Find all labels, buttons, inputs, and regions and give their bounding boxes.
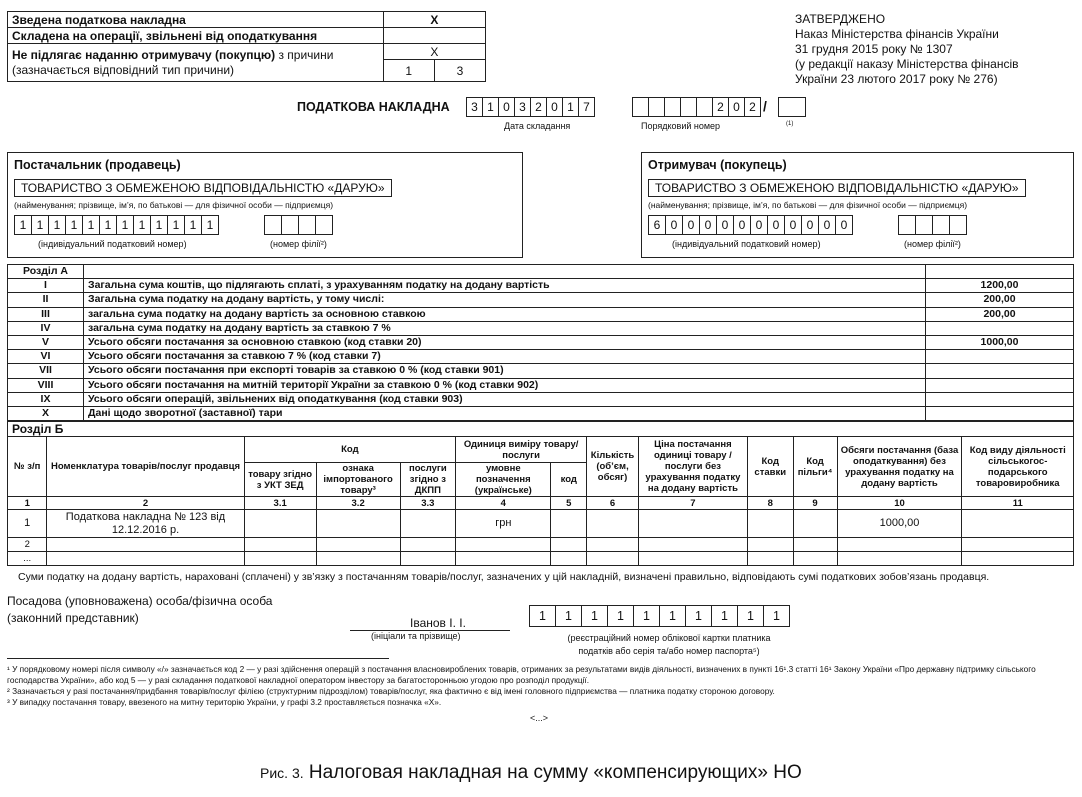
branch-digit <box>264 215 282 235</box>
cell-empty <box>244 552 316 566</box>
reason-type-hint: (зазначається відповідний тип причини) <box>12 62 235 77</box>
section-a-blank <box>926 265 1074 279</box>
row-desc: Усього обсяги постачання на митній території України за ставкою 0 % (код ставки 902) <box>84 378 926 392</box>
row-unit <box>456 552 551 566</box>
table-row <box>8 510 1074 538</box>
approval-block <box>795 12 1019 87</box>
order-code-cell <box>778 97 805 117</box>
cell-empty <box>587 552 639 566</box>
col-tag: 4 <box>456 497 551 510</box>
cell-empty <box>638 552 747 566</box>
row-num: 1 <box>8 510 47 538</box>
branch-digit <box>949 215 967 235</box>
reason-code-1: 1 <box>383 60 434 82</box>
row-desc: Усього обсяги постачання за ставкою 7 % (код ставки 7) <box>84 350 926 364</box>
date-digit: 0 <box>546 97 563 117</box>
ipn-digit: 1 <box>150 215 168 235</box>
row-num: II <box>8 293 84 307</box>
buyer-ipn-cells <box>648 215 852 235</box>
date-digit: 2 <box>530 97 547 117</box>
section-a-row <box>8 293 1074 307</box>
buyer-title: Отримувач (покупець) <box>648 158 787 172</box>
cell-empty <box>793 510 837 538</box>
cell-empty <box>316 510 400 538</box>
ipn-digit: 0 <box>767 215 785 235</box>
col-uktzed-header: товару згідно з УКТ ЗЕД <box>244 463 316 497</box>
approval-line: (у редакції наказу Міністерства фінансів <box>795 57 1019 71</box>
not-provided-label-bold: Не підлягає наданню отримувачу (покупцю) <box>12 47 276 62</box>
ipn-digit: 0 <box>750 215 768 235</box>
branch-digit <box>915 215 933 235</box>
row-num: IV <box>8 321 84 335</box>
cell-empty <box>638 538 747 552</box>
ipn-digit: 0 <box>682 215 700 235</box>
section-a-row <box>8 335 1074 349</box>
ipn-digit: 0 <box>835 215 853 235</box>
cell-empty <box>400 552 456 566</box>
section-a-blank <box>84 265 926 279</box>
col-unit-name-header: умовне позначення (українське) <box>456 463 551 497</box>
row-value <box>926 378 1074 392</box>
reg-label-line: податків або серія та/або номер паспорта⁵) <box>578 646 760 656</box>
exempt-label: Складена на операції, звільнені від оподаткування <box>8 28 384 44</box>
cell-empty <box>551 538 587 552</box>
section-a-row <box>8 406 1074 420</box>
col-tag: 3.2 <box>316 497 400 510</box>
date-digit: 3 <box>514 97 531 117</box>
ipn-digit: 1 <box>14 215 32 235</box>
branch-digit <box>315 215 333 235</box>
col-name-header: Номенклатура товарів/послуг продавця <box>47 437 244 497</box>
buyer-branch-cells <box>898 215 966 235</box>
buyer-branch-label: (номер філії²) <box>904 239 961 249</box>
col-rate-header: Код ставки <box>747 437 793 497</box>
row-value <box>926 392 1074 406</box>
section-a-row <box>8 350 1074 364</box>
caption-prefix: Рис. 3. <box>260 765 304 781</box>
signer-name: Іванов І. І. <box>410 616 466 630</box>
reg-digit: 1 <box>659 605 686 627</box>
order-digit: 0 <box>728 97 745 117</box>
col-benefit-header: Код пільги⁴ <box>793 437 837 497</box>
section-a-table <box>7 264 1074 421</box>
footnotes <box>7 664 1075 708</box>
row-num: VIII <box>8 378 84 392</box>
row-desc: Усього обсяги постачання за основною ставкою (код ставки 20) <box>84 335 926 349</box>
date-digit: 0 <box>498 97 515 117</box>
col-import-header: ознака імпортованого товару³ <box>316 463 400 497</box>
date-digit: 7 <box>578 97 595 117</box>
col-num-header: № з/п <box>8 437 47 497</box>
status-table <box>7 11 486 82</box>
ipn-digit: 1 <box>99 215 117 235</box>
signer-name-label: (ініціали та прізвище) <box>371 631 461 641</box>
row-name: Податкова накладна № 123 від 12.12.2016 р. <box>47 510 244 538</box>
row-name <box>47 538 244 552</box>
ipn-digit: 1 <box>116 215 134 235</box>
order-digit <box>680 97 697 117</box>
cell-empty <box>244 510 316 538</box>
section-a-row <box>8 307 1074 321</box>
order-digit: 2 <box>712 97 729 117</box>
registration-number-cells <box>529 605 789 627</box>
row-num: V <box>8 335 84 349</box>
row-num: IX <box>8 392 84 406</box>
cell-empty <box>747 552 793 566</box>
row-desc: загальна сума податку на додану вартість за ставкою 7 % <box>84 321 926 335</box>
reg-digit: 1 <box>607 605 634 627</box>
registration-number-label <box>549 632 789 658</box>
col-tag: 2 <box>47 497 244 510</box>
cell-empty <box>244 538 316 552</box>
section-b-title: Розділ Б <box>8 422 1074 437</box>
approval-line: України 23 лютого 2017 року № 276) <box>795 72 998 86</box>
official-label-line: Посадова (уповноважена) особа/фізична особа <box>7 594 273 608</box>
seller-ipn-label: (індивідуальний податковий номер) <box>38 239 187 249</box>
confirmation-text: Суми податку на додану вартість, нараховані (сплачені) у зв’язку з постачанням товарів/послуг, зазначених у цій накладній, визначені правильно, відповідають сумі податкових зобов’язань продавця. <box>18 571 990 583</box>
buyer-name: ТОВАРИСТВО З ОБМЕЖЕНОЮ ВІДПОВІДАЛЬНІСТЮ «ДАРУЮ» <box>648 179 1026 197</box>
row-volume <box>837 552 962 566</box>
date-digit: 1 <box>562 97 579 117</box>
ipn-digit: 0 <box>716 215 734 235</box>
reg-digit: 1 <box>555 605 582 627</box>
cell-empty <box>316 538 400 552</box>
seller-branch-cells <box>264 215 332 235</box>
row-value: 1000,00 <box>926 335 1074 349</box>
col-activity-header: Код виду діяльності сільськогос-подарського товаровиробника <box>962 437 1074 497</box>
order-number-cells <box>632 97 760 117</box>
row-value <box>926 364 1074 378</box>
col-price-header: Ціна постачання одиниці товару / послуги без урахування податку на додану вартість <box>638 437 747 497</box>
footnotes-divider <box>7 658 389 659</box>
consolidated-label: Зведена податкова накладна <box>8 12 384 28</box>
cell-empty <box>793 538 837 552</box>
row-num: ... <box>8 552 47 566</box>
exempt-mark <box>383 28 485 44</box>
seller-block <box>7 152 523 258</box>
ipn-digit: 1 <box>184 215 202 235</box>
col-tag: 8 <box>747 497 793 510</box>
seller-ipn-cells <box>14 215 218 235</box>
ipn-digit: 0 <box>801 215 819 235</box>
seller-name: ТОВАРИСТВО З ОБМЕЖЕНОЮ ВІДПОВІДАЛЬНІСТЮ «ДАРУЮ» <box>14 179 392 197</box>
ipn-digit: 0 <box>784 215 802 235</box>
cell-empty <box>962 552 1074 566</box>
omission-mark: <...> <box>530 713 549 723</box>
ipn-digit: 6 <box>648 215 666 235</box>
footnote: ² Зазначається у разі постачання/придбання товарів/послуг філією (структурним підрозділом) товарів/послуг, яка фактично є від імені головного підприємства — платника податку стороною договору. <box>7 686 775 696</box>
reason-code-2: 3 <box>434 60 485 82</box>
reg-digit: 1 <box>685 605 712 627</box>
ipn-digit: 1 <box>31 215 49 235</box>
col-unit-group-header: Одиниця виміру товару/послуги <box>456 437 587 463</box>
ipn-digit: 1 <box>133 215 151 235</box>
table-row <box>8 552 1074 566</box>
cell-empty <box>551 552 587 566</box>
cell-empty <box>551 510 587 538</box>
ipn-digit: 0 <box>733 215 751 235</box>
row-num: III <box>8 307 84 321</box>
date-label: Дата складання <box>504 121 571 131</box>
row-desc: Загальна сума податку на додану вартість, у тому числі: <box>84 293 926 307</box>
row-num: X <box>8 406 84 420</box>
section-b-table <box>7 421 1074 566</box>
col-tag: 6 <box>587 497 639 510</box>
row-value: 200,00 <box>926 293 1074 307</box>
official-label-line: (законний представник) <box>7 611 139 625</box>
approval-line: Наказ Міністерства фінансів України <box>795 27 999 41</box>
col-unit-code-header: код <box>551 463 587 497</box>
order-digit: 2 <box>744 97 761 117</box>
approval-line: ЗАТВЕРДЖЕНО <box>795 12 886 26</box>
not-provided-mark: X <box>383 44 485 60</box>
order-digit <box>632 97 649 117</box>
date-digit: 1 <box>482 97 499 117</box>
row-volume: 1000,00 <box>837 510 962 538</box>
ipn-digit: 0 <box>665 215 683 235</box>
order-code-digit <box>778 97 806 117</box>
ipn-digit: 1 <box>167 215 185 235</box>
row-value <box>926 350 1074 364</box>
official-label <box>7 593 272 627</box>
reg-digit: 1 <box>711 605 738 627</box>
col-tag: 11 <box>962 497 1074 510</box>
reg-label-line: (реєстраційний номер облікової картки платника <box>567 633 771 643</box>
footnote: ¹ У порядковому номері після символу «/» зазначається код 2 — у разі здійснення операцій з постачання власновироблених товарів, отриманих за результатами видів діяльності, визначених в пункті 16¹.3 статті 16¹ Закону України «Про державну підтримку сільського господарства України», або код 5 — у разі складання податкової накладної оператором інвестору за багатосторонньою угодою про розподіл продукції. <box>7 664 1036 685</box>
branch-digit <box>281 215 299 235</box>
date-digit: 3 <box>466 97 483 117</box>
reg-digit: 1 <box>581 605 608 627</box>
order-footnote-mark: (1) <box>786 121 794 127</box>
row-num: I <box>8 279 84 293</box>
col-volume-header: Обсяги постачання (база оподаткування) без урахування податку на додану вартість <box>837 437 962 497</box>
row-value <box>926 406 1074 420</box>
section-a-title: Розділ А <box>8 265 84 279</box>
not-provided-label <box>8 44 384 82</box>
cell-empty <box>587 510 639 538</box>
col-tag: 1 <box>8 497 47 510</box>
document-title: ПОДАТКОВА НАКЛАДНА <box>297 100 450 114</box>
branch-digit <box>898 215 916 235</box>
section-a-row <box>8 321 1074 335</box>
cell-empty <box>793 552 837 566</box>
ipn-digit: 1 <box>48 215 66 235</box>
row-unit <box>456 538 551 552</box>
cell-empty <box>962 510 1074 538</box>
row-name <box>47 552 244 566</box>
row-desc: Усього обсяги постачання при експорті товарів за ставкою 0 % (код ставки 901) <box>84 364 926 378</box>
row-value: 1200,00 <box>926 279 1074 293</box>
order-slash: / <box>763 98 767 114</box>
section-a-row <box>8 378 1074 392</box>
buyer-block <box>641 152 1074 258</box>
caption-text: Налоговая накладная на сумму «компенсирующих» НО <box>303 762 802 783</box>
seller-branch-label: (номер філії²) <box>270 239 327 249</box>
col-tag: 3.1 <box>244 497 316 510</box>
buyer-name-hint: (найменування; прізвище, ім’я, по батькові — для фізичної особи — підприємця) <box>648 200 968 210</box>
ipn-digit: 0 <box>699 215 717 235</box>
branch-digit <box>298 215 316 235</box>
row-desc: загальна сума податку на додану вартість за основною ставкою <box>84 307 926 321</box>
cell-empty <box>747 538 793 552</box>
col-qty-header: Кількість (об’єм, обсяг) <box>587 437 639 497</box>
ipn-digit: 1 <box>65 215 83 235</box>
col-tag: 5 <box>551 497 587 510</box>
footnote: ³ У випадку постачання товару, ввезеного на митну територію України, у графі 3.2 проставляється позначка «Х». <box>7 697 442 707</box>
not-provided-label-rest: з причини <box>275 47 334 62</box>
reg-digit: 1 <box>763 605 790 627</box>
figure-caption <box>260 762 802 784</box>
order-number-label: Порядковий номер <box>641 121 721 131</box>
buyer-ipn-label: (індивідуальний податковий номер) <box>672 239 821 249</box>
row-num: 2 <box>8 538 47 552</box>
row-value: 200,00 <box>926 307 1074 321</box>
section-a-row <box>8 392 1074 406</box>
order-digit <box>664 97 681 117</box>
cell-empty <box>400 538 456 552</box>
cell-empty <box>638 510 747 538</box>
reg-digit: 1 <box>529 605 556 627</box>
row-num: VII <box>8 364 84 378</box>
date-cells <box>466 97 594 117</box>
col-tag: 9 <box>793 497 837 510</box>
row-desc: Усього обсяги операцій, звільнених від оподаткування (код ставки 903) <box>84 392 926 406</box>
row-volume <box>837 538 962 552</box>
reg-digit: 1 <box>737 605 764 627</box>
cell-empty <box>316 552 400 566</box>
row-num: VI <box>8 350 84 364</box>
seller-title: Постачальник (продавець) <box>14 158 181 172</box>
col-tag: 7 <box>638 497 747 510</box>
order-digit <box>648 97 665 117</box>
section-a-row <box>8 279 1074 293</box>
col-tag: 10 <box>837 497 962 510</box>
seller-name-hint: (найменування; прізвище, ім’я, по батькові — для фізичної особи — підприємця) <box>14 200 334 210</box>
table-row <box>8 538 1074 552</box>
row-desc: Дані щодо зворотної (заставної) тари <box>84 406 926 420</box>
col-tag: 3.3 <box>400 497 456 510</box>
cell-empty <box>962 538 1074 552</box>
row-value <box>926 321 1074 335</box>
row-desc: Загальна сума коштів, що підлягають сплаті, з урахуванням податку на додану вартість <box>84 279 926 293</box>
section-a-row <box>8 364 1074 378</box>
consolidated-mark: X <box>383 12 485 28</box>
cell-empty <box>400 510 456 538</box>
col-code-group-header: Код <box>244 437 456 463</box>
order-digit <box>696 97 713 117</box>
row-unit: грн <box>456 510 551 538</box>
ipn-digit: 0 <box>818 215 836 235</box>
ipn-digit: 1 <box>82 215 100 235</box>
ipn-digit: 1 <box>201 215 219 235</box>
col-dkpp-header: послуги згідно з ДКПП <box>400 463 456 497</box>
cell-empty <box>747 510 793 538</box>
approval-line: 31 грудня 2015 року № 1307 <box>795 42 953 56</box>
reg-digit: 1 <box>633 605 660 627</box>
branch-digit <box>932 215 950 235</box>
cell-empty <box>587 538 639 552</box>
